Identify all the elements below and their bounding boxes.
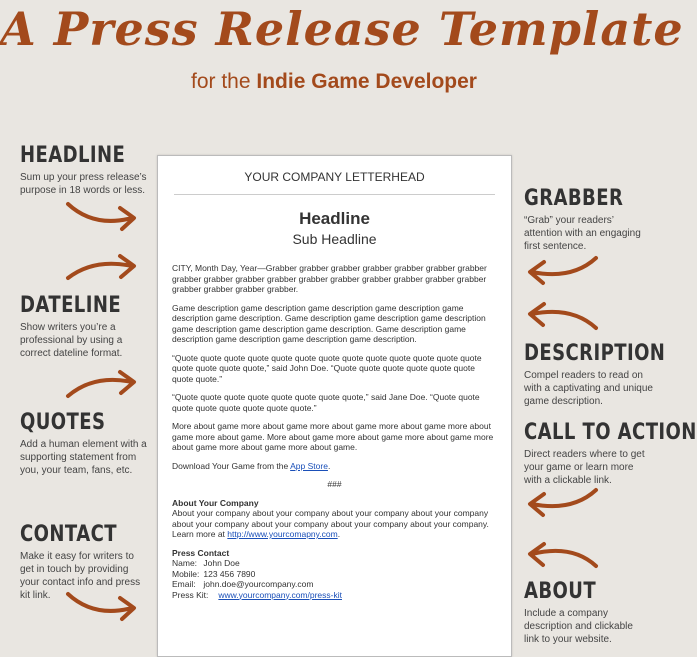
description-tip-heading: DESCRIPTION: [524, 341, 666, 366]
contact-label: Mobile:: [172, 568, 200, 579]
about-tip: [524, 579, 644, 646]
press-contact-section: [172, 548, 497, 601]
company-website-link[interactable]: http://www.yourcomapny.com: [227, 529, 338, 539]
cta-text: Download Your Game from the: [172, 460, 289, 471]
press-kit-link[interactable]: www.yourcompany.com/press-kit: [218, 589, 342, 600]
more-paragraph: More about game more about game more about game more about game more about game more about game. More about game more about game more about game more about game more about game more about game.: [172, 421, 494, 452]
headline-tip: [20, 143, 150, 197]
main-title: A Press Release Template: [0, 2, 684, 56]
app-store-link[interactable]: App Store: [290, 460, 328, 471]
call-to-action-tip: [524, 420, 697, 487]
grabber-tip-heading: GRABBER: [524, 186, 624, 211]
contact-tip-text: Make it easy for writers to get in touch by providing your contact info and press kit link.: [20, 551, 141, 601]
curved-arrow-left-icon: [522, 254, 602, 290]
press-subheadline: Sub Headline: [292, 231, 377, 247]
headline-tip-heading: HEADLINE: [20, 143, 126, 168]
dateline-tip-text: Show writers you’re a professional by using a correct dateline format.: [20, 322, 123, 359]
contact-row: [172, 569, 497, 580]
curved-arrow-left-icon: [522, 538, 602, 574]
curved-arrow-left-icon: [522, 298, 602, 334]
curved-arrow-right-icon: [64, 588, 142, 628]
contact-email: john.doe@yourcompany.com: [203, 579, 314, 589]
headline-tip-text: Sum up your press release’s purpose in 18 words or less.: [20, 172, 147, 196]
contact-row: [172, 590, 497, 601]
contact-label: Name:: [172, 558, 198, 568]
description-tip: [524, 341, 666, 408]
grabber-paragraph: CITY, Month Day, Year—Grabber grabber grabber grabber grabber grabber grabber grabber grabber grabber grabber grabber grabber grabber grabber grabber grabber grabber grabber grabber grabber.: [172, 263, 487, 294]
about-tip-heading: ABOUT: [524, 579, 597, 604]
about-end: .: [337, 529, 341, 539]
about-tip-text: Include a company description and clickable link to your website.: [524, 608, 633, 645]
contact-mobile: 123 456 7890: [203, 568, 256, 579]
curved-arrow-right-icon: [64, 198, 142, 238]
call-to-action-tip-text: Direct readers where to get your game or learn more with a clickable link.: [524, 449, 645, 486]
curved-arrow-left-icon: [522, 484, 602, 520]
curved-arrow-right-icon: [64, 366, 142, 406]
contact-tip-heading: CONTACT: [20, 522, 117, 547]
end-separator: ###: [327, 479, 342, 489]
dateline-tip-heading: DATELINE: [20, 293, 122, 318]
letterhead-divider: [174, 194, 495, 195]
sub-title-prefix: for the: [191, 70, 251, 93]
press-body: [158, 263, 511, 600]
contact-name: John Doe: [203, 558, 240, 568]
call-to-action-tip-heading: CALL TO ACTION: [524, 420, 697, 445]
grabber-tip-text: “Grab” your readers’ attention with an engaging first sentence.: [524, 215, 641, 252]
press-contact-heading: Press Contact: [172, 547, 230, 558]
cta-end: .: [327, 460, 331, 471]
quotes-tip-heading: QUOTES: [20, 410, 106, 435]
call-to-action-line: [172, 461, 497, 472]
description-paragraph: Game description game description game description game description game description game description. Game description game description game description game description game description game description. Game description game description game description game description game description.: [172, 302, 486, 344]
curved-arrow-right-icon: [64, 250, 142, 286]
quote-paragraph-1: “Quote quote quote quote quote quote quote quote quote quote quote quote quote quote quote quote quote,” said John Doe. “Quote quote quote quote quote quote quote quote.”: [172, 352, 482, 384]
sub-title-bold: Indie Game Developer: [256, 70, 477, 93]
letterhead: YOUR COMPANY LETTERHEAD: [244, 170, 425, 184]
quote-paragraph-2: “Quote quote quote quote quote quote quote quote,” said Jane Doe. “Quote quote quote quote quote quote quote quote.”: [172, 392, 480, 413]
quotes-tip-text: Add a human element with a supporting statement from you, your team, fans, etc.: [20, 439, 147, 476]
contact-row: [172, 579, 497, 590]
contact-label: Email:: [172, 579, 196, 589]
contact-row: [172, 558, 497, 569]
about-text: About your company about your company about your company about your company about your company about your company about your company about your company. Learn more at: [172, 508, 489, 539]
about-section: [172, 498, 497, 540]
grabber-tip: [524, 186, 652, 253]
press-headline: Headline: [299, 209, 370, 228]
dateline-tip: [20, 293, 130, 360]
quotes-tip: [20, 410, 148, 477]
press-release-page: [157, 155, 512, 657]
about-heading: About Your Company: [172, 497, 259, 508]
description-tip-text: Compel readers to read on with a captivating and unique game description.: [524, 370, 653, 407]
contact-label: Press Kit:: [172, 589, 209, 600]
sub-title: [0, 70, 668, 94]
